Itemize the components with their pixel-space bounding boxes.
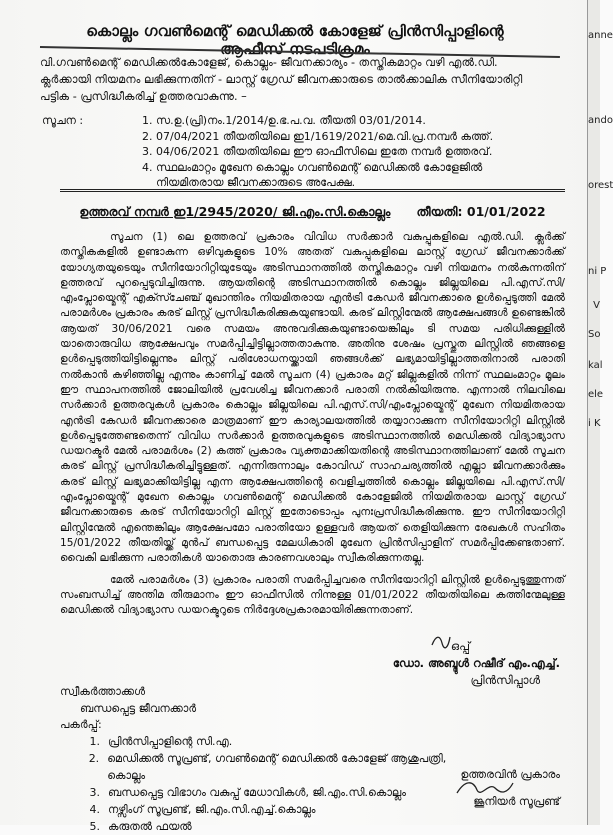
- recipients-label: സ്വീകർത്താക്കൾ: [60, 685, 146, 698]
- edge-text: anne: [588, 30, 613, 41]
- order-number-line: [60, 204, 565, 220]
- signature-sd: ഒപ്പ്: [450, 639, 470, 653]
- copy-item: 2. മെഡിക്കൽ സൂപ്രണ്ട്, ഗവൺമെന്റ് മെഡിക്കൽ കോളേജ് ആശുപത്രി, കൊല്ലം: [88, 752, 447, 782]
- copy-item: 4. നഴ്സിംഗ് സൂപ്രണ്ട്, ജി.എം.സി.എച്ച്.കൊല്ലം: [89, 803, 316, 816]
- adjacent-page-edge: [587, 0, 613, 825]
- body-paragraph: സൂചന (1) ലെ ഉത്തരവ് പ്രകാരം വിവിധ സർക്കാർ വകുപ്പുകളിലെ എൽ.ഡി. ക്ലർക്ക് തസ്തികകളിൽ ഉണ്ടാകുന്ന ഒഴിവുകളുടെ 10% അതത് വകുപ്പുകളിലെ ലാസ്റ്റ് ഗ്രേഡ് ജീവനക്കാർക്ക് യോഗ്യതയുടെയും സീനിയോറിറ്റിയുടേയും അടിസ്ഥാനത്തിൽ തസ്തികമാറ്റം വഴി നിയമനം നൽകുന്നതിന് ഉത്തരവ് പുറപ്പെടുവിച്ചിരുന്നു. ആയതിന്റെ അടിസ്ഥാനത്തിൽ കൊല്ലം ജില്ലയിലെ പി.എസ്.സി/എംപ്ലോയ്മെന്റ് എക്സ്ചേഞ്ച് മുഖാന്തിരം നിയമിതരായ എൻട്രി കേഡർ ജീവനക്കാരെ ഉൾപ്പെടുത്തി മേൽ പരാമർശം പ്രകാരം കരട് ലിസ്റ്റ് പ്രസിദ്ധീകരിക്കുകയുണ്ടായി. കരട് ലിസ്റ്റിന്മേൽ ആക്ഷേപങ്ങൾ ഉണ്ടെങ്കിൽ ആയത് 30/06/2021 വരെ സമയം അനുവദിക്കുകയുണ്ടായെങ്കിലും ടി സമയ പരിധിക്കുള്ളിൽ യാതൊരുവിധ ആക്ഷേപവും സമർപ്പിച്ചിട്ടില്ലാത്തതാകുന്നു. അതിനു ശേഷം പ്രസ്തുത ലിസ്റ്റിൽ ഞങ്ങളെ ഉൾപ്പെടുത്തിയിട്ടില്ലെന്നും ലിസ്റ്റ് പരിശോധനയ്ക്കായി ഞങ്ങൾക്ക് ലഭ്യമായിട്ടില്ലാത്തതിനാൽ പരാതി നൽകാൻ കഴിഞ്ഞില്ല എന്നും കാണിച്ച് മേൽ സൂചന (4) പ്രകാരം മറ്റ് ജില്ലകളിൽ നിന്ന് സ്ഥലംമാറ്റം മൂലം ഈ സ്ഥാപനത്തിൽ ജോലിയിൽ പ്രവേശിച്ച ജീവനക്കാർ പരാതി നൽകിയിരുന്നു. എന്നാൽ നിലവിലെ സർക്കാർ ഉത്തരവുകൾ പ്രകാരം കൊല്ലം ജില്ലയിലെ പി.എസ്.സി/എംപ്ലോയ്മെന്റ് മുഖേന നിയമിതരായ എൻട്രി കേഡർ ജീവനക്കാരെ മാത്രമാണ് ഈ കാര്യാലയത്തിൽ തയ്യാറാക്കുന്ന സീനിയോറിറ്റി ലിസ്റ്റിൽ ഉൾപ്പെടുത്തേണ്ടതെന്ന് വിവിധ സർക്കാർ ഉത്തരവുകളുടെ അടിസ്ഥാനത്തിൽ മെഡിക്കൽ വിദ്യാഭ്യാസ ഡയറക്ടർ മേൽ പരാമർശം (2) കത്ത് പ്രകാരം വ്യക്തമാക്കിയതിന്റെ അടിസ്ഥാനത്തിലാണ് മേൽ സൂചന കരട് ലിസ്റ്റ് പ്രസിദ്ധീകരിച്ചിട്ടുള്ളത്. എന്നിരുന്നാലും കോവിഡ് സാഹചര്യത്തിൽ എല്ലാ ജീവനക്കാർക്കും കരട് ലിസ്റ്റ് ലഭ്യമാക്കിയിട്ടില്ല എന്ന ആക്ഷേപത്തിന്റെ വെളിച്ചത്തിൽ കൊല്ലം ജില്ലയിലെ പി.എസ്.സി/എംപ്ലോയ്മെന്റ് മുഖേന കൊല്ലം ഗവൺമെന്റ് മെഡിക്കൽ കോളേജിൽ നിയമിതരായ ലാസ്റ്റ് ഗ്രേഡ് ജീവനക്കാരുടെ കരട് സീനിയോറിറ്റി ലിസ്റ്റ് ഇതോടൊപ്പം പുനഃപ്രസിദ്ധീകരിക്കുന്നു. ഈ സീനിയോറിറ്റി ലിസ്റ്റിന്മേൽ എന്തെങ്കിലും ആക്ഷേപമോ പരാതിയോ ഉള്ളവർ ആയത് തെളിയിക്കുന്ന രേഖകൾ സഹിതം 15/01/2022 തീയതിയ്ക്ക് മുൻപ് ബന്ധപ്പെട്ട മേലധികാരി മുഖേന പ്രിൻസിപ്പാളിന് സമർപ്പിക്കേണ്ടതാണ്. വൈകി ലഭിക്കുന്ന പരാതികൾ യാതൊരു കാരണവശാലും സ്വീകരിക്കുന്നതല്ല.: [60, 231, 565, 565]
- reference-item: 3. 04/06/2021 തീയതിയിലെ ഈ ഓഫീസിലെ ഇതേ നമ്പർ ഉത്തരവ്.: [142, 145, 493, 159]
- edge-text: i K: [588, 418, 601, 429]
- signatory-name: ഡോ. അബ്ദുൾ റഷീദ് എം.എച്ച്.: [392, 656, 560, 670]
- edge-text: V: [593, 300, 600, 311]
- edge-text: So: [588, 329, 601, 340]
- edge-text: orest: [588, 180, 613, 191]
- recipients-block: [60, 683, 196, 717]
- recipients-value: ബന്ധപ്പെട്ട ജീവനക്കാർ: [80, 702, 197, 715]
- signature-block: [340, 638, 560, 689]
- copies-label: പകർപ്പ്:: [60, 718, 102, 731]
- order-number: ഉത്തരവ് നമ്പർ ഇ1/2945/2020/ ജി.എം.സി.കൊല്ലം: [79, 204, 391, 219]
- copy-item: 1. പ്രിൻസിപ്പാളിന്റെ സി.എ.: [89, 735, 233, 748]
- copy-item: 5. കരുതൽ ഫയൽ: [89, 820, 192, 833]
- copies-block: [60, 716, 480, 835]
- order-by-text: ഉത്തരവിൻ പ്രകാരം: [460, 768, 560, 781]
- edge-text: ni P: [588, 266, 607, 277]
- subject-text: വി.ഗവൺമെന്റ് മെഡിക്കൽകോളേജ്, കൊല്ലം- ജീവനക്കാര്യം - തസ്തികമാറ്റം വഴി എൽ.ഡി. ക്ലർക്കായി നിയമനം ലഭിക്കുന്നതിന് - ലാസ്റ്റ് ഗ്രേഡ് ജീവനക്കാരുടെ താൽക്കാലിക സീനിയോരിറ്റി പട്ടിക - പ്രസിദ്ധീകരിച്ച് ഉത്തരവാകുന്നു. –: [40, 56, 523, 103]
- body-paragraph: മേൽ പരാമർശം (3) പ്രകാരം പരാതി സമർപ്പിച്ചവരെ സീനിയോറിറ്റി ലിസ്റ്റിൽ ഉൾപ്പെടുത്തുന്നത് സംബന്ധിച്ച് അന്തിമ തീരുമാനം ഈ ഓഫീസിൽ നിന്നുള്ള 01/01/2022 തീയതിയിലെ കത്തിന്മേലുള്ള മെഡിക്കൽ വിദ്യാഭ്യാസ ഡയറക്ടറുടെ നിർദ്ദേശപ്രകാരമായിരിക്കുന്നതാണ്.: [60, 573, 565, 617]
- signatory-designation: പ്രിൻസിപ്പാൾ: [470, 673, 540, 687]
- references-label: സൂചന :: [42, 114, 84, 127]
- order-body: [60, 230, 565, 624]
- edge-text: kal: [588, 360, 603, 371]
- junior-superintendent-label: ജൂനിയർ സൂപ്രണ്ട്: [473, 795, 560, 808]
- reference-item: 2. 07/04/2021 തീയതിയിലെ ഇ1/1619/2021/മെ.വി.പ്ര.നമ്പർ കത്ത്.: [142, 129, 494, 143]
- edge-text: ele: [588, 389, 604, 400]
- reference-item: 1. സ.ഉ.(പ്രി)നം.1/2014/ഉ.ഭ.പ.വ. തീയതി 03/01/2014.: [142, 114, 426, 127]
- edge-text: ando: [588, 115, 613, 126]
- copy-item: 3. ബന്ധപ്പെട്ട വിഭാഗം വകുപ്പ് മേധാവികൾ, ജി.എം.സി.കൊല്ലം: [89, 786, 406, 799]
- section-divider: [60, 189, 565, 192]
- reference-item: നിയമിതരായ ജീവനക്കാരുടെ അപേക്ഷ.: [156, 176, 356, 190]
- reference-item: 4. സ്ഥലംമാറ്റം മൂഖേന കൊല്ലം ഗവൺമെന്റ് മെഡിക്കൽ കോളേജിൽ: [142, 160, 483, 174]
- copies-list: [60, 733, 480, 835]
- order-date: തീയതി: 01/01/2022: [416, 204, 546, 219]
- references-list: [142, 113, 562, 191]
- document-title: കൊല്ലം ഗവൺമെന്റ് മെഡിക്കൽ കോളേജ് പ്രിൻസിപ്പാളിന്റെ ആഫീസ് നടപടിക്രമം: [86, 22, 504, 58]
